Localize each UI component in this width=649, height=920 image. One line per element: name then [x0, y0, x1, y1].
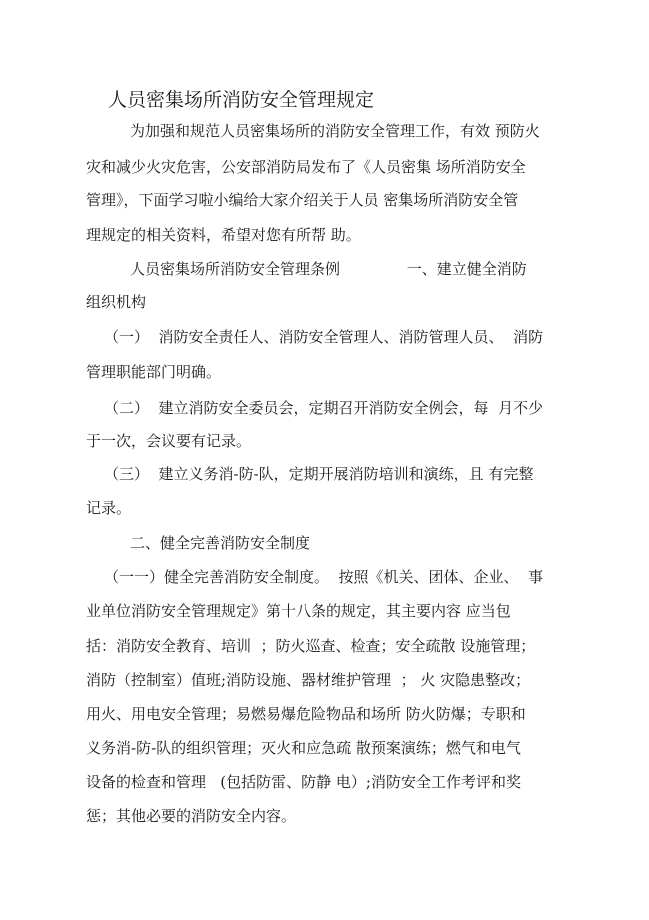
- text-line: 设备的检查和管理 (包括防雷、防静 电）;消防安全工作考评和奖: [86, 773, 521, 791]
- text-line: 人员密集场所消防安全管理条例 一、建立健全消防: [130, 260, 527, 278]
- text-line: 于一次，会议要有记录。: [86, 432, 252, 450]
- text-line: 业单位消防安全管理规定》第十八条的规定，其主要内容 应当包: [86, 602, 511, 620]
- text-line: 记录。: [86, 499, 132, 517]
- text-line: 为加强和规范人员密集场所的消防安全管理工作，有效 预防火: [130, 122, 540, 140]
- text-line: 管理》，下面学习啦小编给大家介绍关于人员 密集场所消防安全管: [86, 191, 519, 209]
- text-line: （一） 消防安全责任人、消防安全管理人、消防管理人员、 消防: [104, 328, 544, 346]
- text-line: 消防（控制室）值班;消防设施、器材维护管理 ； 火 灾隐患整改；: [86, 671, 531, 689]
- section-heading: 二、健全完善消防安全制度: [130, 534, 311, 552]
- text-line: 组织机构: [86, 293, 147, 311]
- text-line: 用火、用电安全管理；易燃易爆危险物品和场所 防火防爆；专职和: [86, 705, 526, 723]
- text-line: 管理职能部门明确。: [86, 363, 222, 381]
- text-line: （一一）健全完善消防安全制度。 按照《机关、团体、企业、 事: [104, 568, 544, 586]
- text-line: 括：消防安全教育、培训 ；防火巡查、检查；安全疏散 设施管理；: [86, 637, 536, 655]
- text-line: 理规定的相关资料，希望对您有所帮 助。: [86, 226, 361, 244]
- text-line: 义务消-防-队的组织管理；灭火和应急疏 散预案演练；燃气和电气: [86, 739, 521, 757]
- text-line: 灾和减少火灾危害，公安部消防局发布了《人员密集 场所消防安全: [86, 158, 526, 176]
- document-title: 人员密集场所消防安全管理规定: [108, 89, 375, 111]
- text-line: 惩；其他必要的消防安全内容。: [86, 807, 297, 825]
- text-line: （三） 建立义务消-防-队，定期开展消防培训和演练，且 有完整: [104, 465, 534, 483]
- text-line: （二） 建立消防安全委员会，定期召开消防安全例会，每 月不少: [104, 399, 544, 417]
